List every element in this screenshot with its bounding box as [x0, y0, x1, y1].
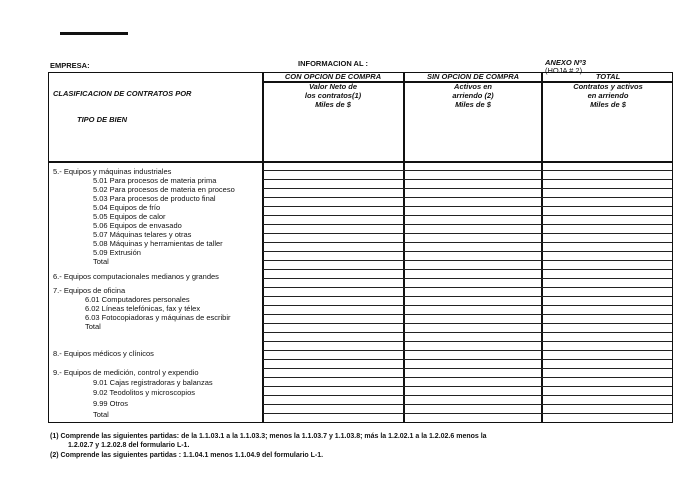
row-label: 6.03 Fotocopiadoras y máquinas de escribir — [85, 313, 231, 322]
row-label: 5.03 Para procesos de producto final — [93, 194, 216, 203]
col-title: CON OPCION DE COMPRA — [284, 72, 382, 81]
entry-row-line — [263, 224, 672, 225]
col-sub: Miles de $ — [455, 100, 491, 109]
col-con-opcion — [263, 72, 403, 109]
entry-row-line — [263, 287, 672, 288]
anexo-label: ANEXO Nº3 — [545, 58, 587, 67]
row-label: 5.05 Equipos de calor — [93, 212, 166, 221]
entry-row-line — [263, 305, 672, 306]
entry-row-line — [263, 332, 672, 333]
row-label: 7.- Equipos de oficina — [53, 286, 126, 295]
row-label: 9.02 Teodolitos y microscopios — [93, 388, 195, 397]
entry-row-line — [263, 242, 672, 243]
col-title: TOTAL — [595, 72, 621, 81]
entry-row-line — [263, 395, 672, 396]
entry-row-line — [263, 296, 672, 297]
footnote-2: (2) Comprende las siguientes partidas : 1.1.04.1 menos 1.1.04.9 del formulario L-1. — [50, 452, 324, 459]
row-label: 5.08 Máquinas y herramientas de taller — [93, 239, 223, 248]
empresa-label: EMPRESA: — [50, 61, 90, 70]
row-label: Total — [93, 257, 109, 266]
col-total — [543, 72, 673, 109]
hoja-label: (HOJA # 2) — [545, 66, 583, 75]
entry-row-line — [263, 197, 672, 198]
entry-row-line — [263, 260, 672, 261]
entry-row-line — [263, 386, 672, 387]
col-sub: arriendo (2) — [452, 91, 494, 100]
entry-row-line — [263, 188, 672, 189]
entry-row-line — [263, 206, 672, 207]
row-label: 5.02 Para procesos de materia en proceso — [93, 185, 235, 194]
entry-row-line — [263, 251, 672, 252]
row-label: 9.- Equipos de medición, control y expendio — [53, 368, 199, 377]
entry-row-line — [263, 413, 672, 414]
entry-row-line — [263, 215, 672, 216]
column-divider — [541, 73, 543, 422]
col-sub: Miles de $ — [590, 100, 626, 109]
entry-row-line — [263, 368, 672, 369]
entry-row-line — [263, 170, 672, 171]
row-label: 5.04 Equipos de frío — [93, 203, 161, 212]
row-header-line1: CLASIFICACION DE CONTRATOS POR — [53, 89, 192, 98]
row-label: Total — [85, 322, 101, 331]
footnote-1-cont: 1.2.02.7 y 1.2.02.8 del formulario L-1. — [68, 442, 190, 449]
col-sub: los contratos(1) — [304, 91, 362, 100]
row-label: 9.99 Otros — [93, 399, 129, 408]
row-label: 5.09 Extrusión — [93, 248, 141, 257]
row-label: 5.07 Máquinas telares y otras — [93, 230, 192, 239]
entry-row-line — [263, 359, 672, 360]
entry-row-line — [263, 350, 672, 351]
entry-row-line — [263, 278, 672, 279]
entry-row-line — [263, 404, 672, 405]
entry-row-line — [263, 323, 672, 324]
col-sub: en arriendo — [587, 91, 629, 100]
row-label: Total — [93, 410, 109, 419]
footnote-1: (1) Comprende las siguientes partidas: de la 1.1.03.1 a la 1.1.03.3; menos la 1.1.03.7 y 1.1.03.8; más la 1.2.02.1 a la 1.2.02.6 menos la — [50, 433, 487, 440]
row-header-line2: TIPO DE BIEN — [77, 115, 128, 124]
entry-row-line — [263, 179, 672, 180]
row-label: 5.- Equipos y máquinas industriales — [53, 167, 172, 176]
header-rule — [60, 32, 128, 35]
col-title: SIN OPCION DE COMPRA — [426, 72, 520, 81]
row-label: 8.- Equipos médicos y clínicos — [53, 349, 154, 358]
column-divider — [403, 73, 405, 422]
col-sub: Activos en — [454, 82, 492, 91]
row-label: 6.- Equipos computacionales medianos y grandes — [53, 272, 219, 281]
classification-table — [48, 72, 673, 423]
col-sin-opcion — [405, 72, 541, 109]
column-divider — [262, 73, 264, 422]
row-label: 6.01 Computadores personales — [85, 295, 190, 304]
col-sub: Miles de $ — [315, 100, 351, 109]
col-sub: Contratos y activos — [573, 82, 643, 91]
entry-row-line — [263, 233, 672, 234]
row-label: 5.01 Para procesos de materia prima — [93, 176, 217, 185]
entry-row-line — [263, 377, 672, 378]
row-label: 6.02 Líneas telefónicas, fax y télex — [85, 304, 201, 313]
row-label: 9.01 Cajas registradoras y balanzas — [93, 378, 213, 387]
col-sub: Valor Neto de — [308, 82, 358, 91]
row-label: 5.06 Equipos de envasado — [93, 221, 182, 230]
entry-row-line — [263, 314, 672, 315]
informacion-label: INFORMACION AL : — [298, 59, 368, 68]
entry-row-line — [263, 341, 672, 342]
header-bottom-rule — [49, 161, 672, 163]
entry-row-line — [263, 269, 672, 270]
